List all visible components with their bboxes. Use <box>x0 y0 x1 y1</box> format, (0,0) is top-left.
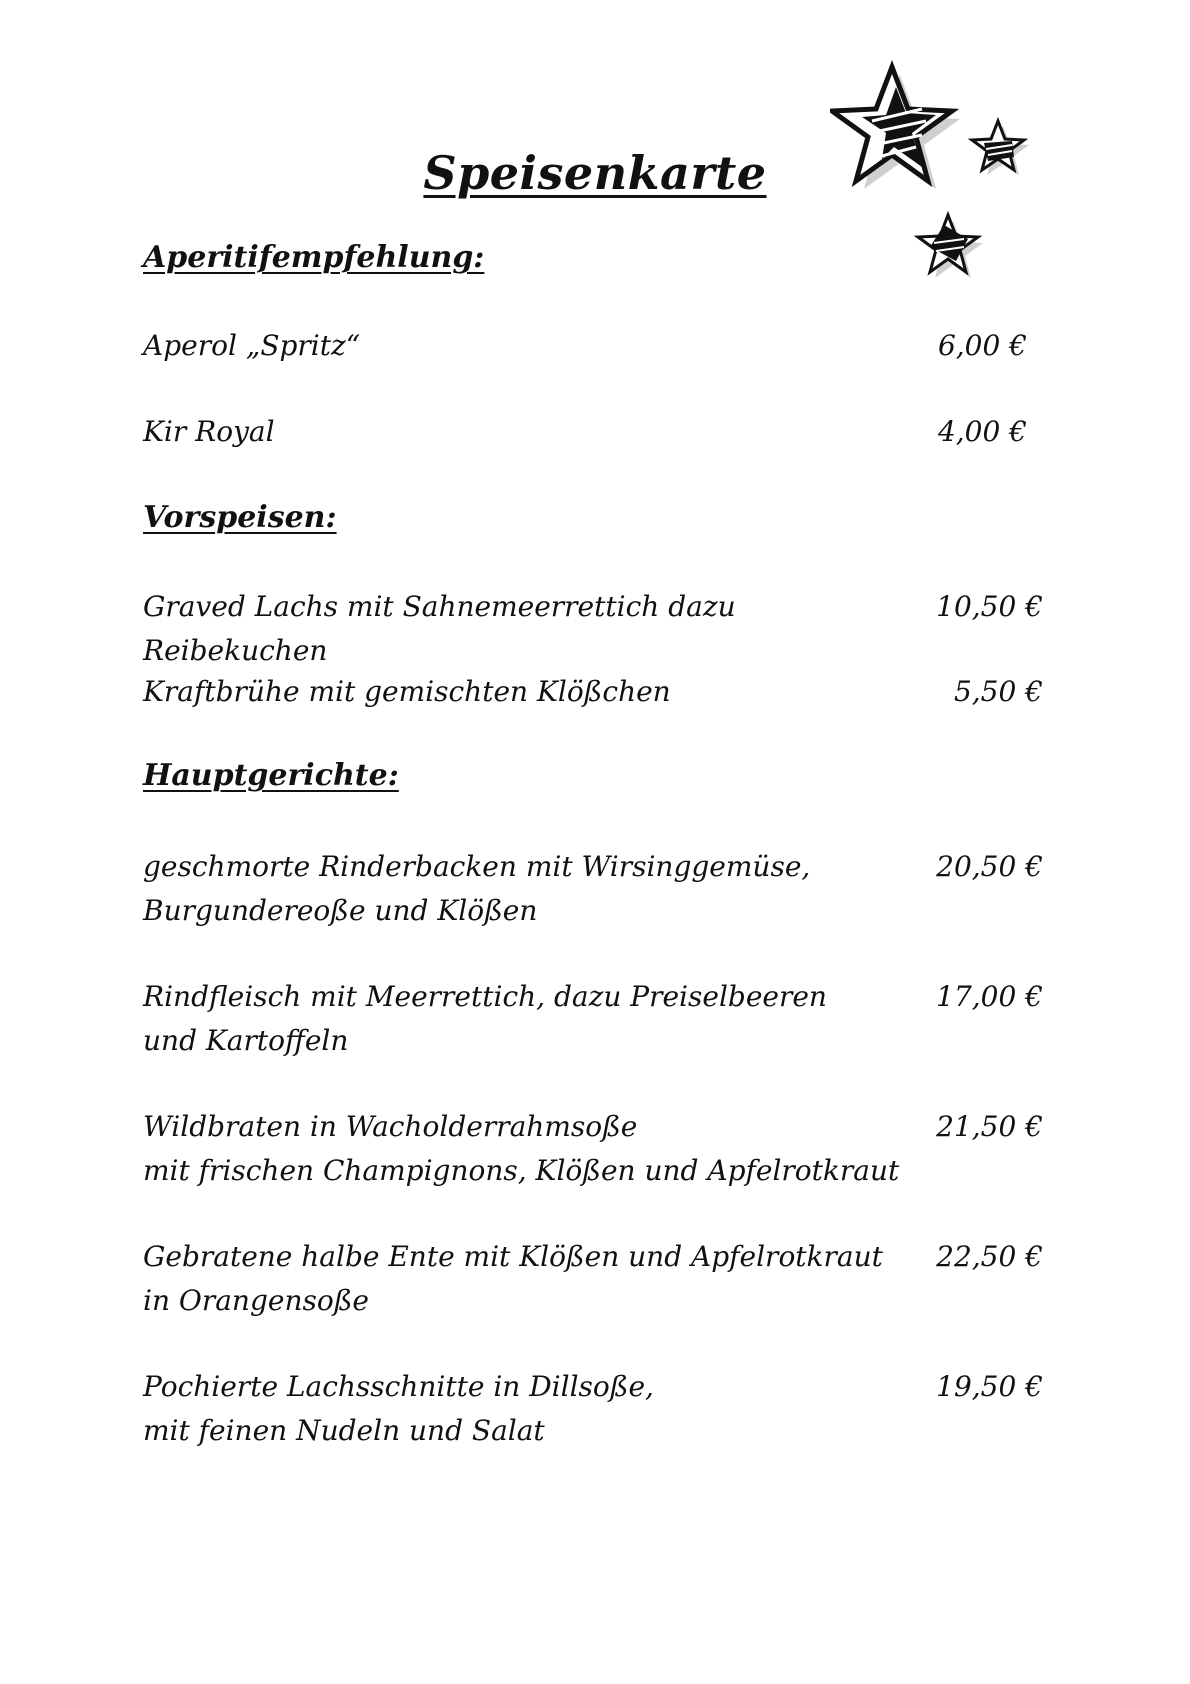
menu-item <box>143 670 1043 714</box>
item-price: 6,00 € <box>937 329 1027 362</box>
item-name-line: in Orangensoße <box>143 1284 369 1317</box>
item-name-line: Burgundereoße und Klößen <box>143 894 538 927</box>
item-name-line: mit feinen Nudeln und Salat <box>143 1414 545 1447</box>
item-name-line: geschmorte Rinderbacken mit Wirsinggemüse, <box>143 850 811 883</box>
item-name: Kir Royal <box>143 415 275 448</box>
item-price: 10,50 € <box>936 590 1043 623</box>
item-name: Aperol „Spritz“ <box>143 329 361 362</box>
menu-item <box>143 1365 1043 1453</box>
section-heading-hauptgerichte: Hauptgerichte: <box>143 758 399 793</box>
item-price: 17,00 € <box>936 980 1043 1013</box>
item-name-line: mit frischen Champignons, Klößen und Apfelrotkraut <box>143 1154 900 1187</box>
menu-item <box>143 845 1043 933</box>
item-name-line: und Kartoffeln <box>143 1024 349 1057</box>
item-name-line: Gebratene halbe Ente mit Klößen und Apfelrotkraut <box>143 1240 883 1273</box>
item-name-line: Rindfleisch mit Meerrettich, dazu Preiselbeeren <box>143 980 827 1013</box>
item-name: Kraftbrühe mit gemischten Klößchen <box>143 675 671 708</box>
item-price: 5,50 € <box>953 675 1043 708</box>
item-price: 22,50 € <box>936 1240 1043 1273</box>
item-name-line: Wildbraten in Wacholderrahmsoße <box>143 1110 638 1143</box>
item-price: 19,50 € <box>936 1370 1043 1403</box>
menu-item <box>143 324 1043 368</box>
page-title: Speisenkarte <box>423 146 767 200</box>
item-name: Graved Lachs mit Sahnemeerrettich dazu Reibekuchen <box>143 590 736 667</box>
item-name-line: Pochierte Lachsschnitte in Dillsoße, <box>143 1370 654 1403</box>
item-price: 20,50 € <box>936 850 1043 883</box>
section-heading-vorspeisen: Vorspeisen: <box>143 500 337 535</box>
menu-item <box>143 585 1043 673</box>
item-price: 21,50 € <box>936 1110 1043 1143</box>
menu-item <box>143 975 1043 1063</box>
menu-item <box>143 1235 1043 1323</box>
menu-item <box>143 1105 1043 1193</box>
stars-icon <box>830 55 1060 305</box>
section-heading-aperitif: Aperitifempfehlung: <box>143 240 485 275</box>
item-price: 4,00 € <box>937 415 1027 448</box>
menu-item <box>143 410 1043 454</box>
